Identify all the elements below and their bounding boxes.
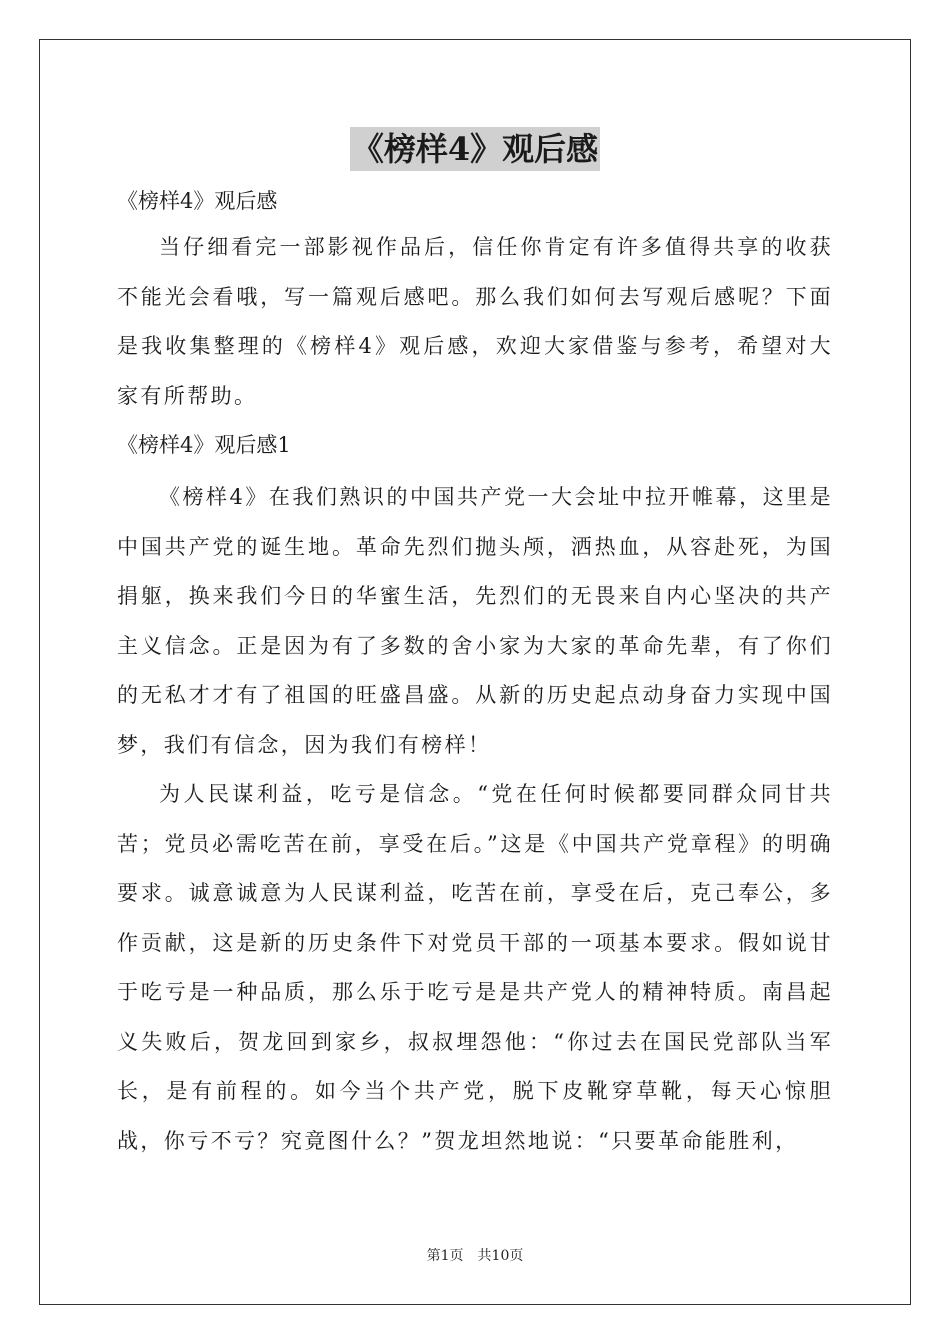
page-number: 第1页	[426, 1248, 464, 1264]
body-paragraph: 为人民谋利益，吃亏是信念。“党在任何时候都要同群众同甘共苦；党员必需吃苦在前，享受在后。”这是《中国共产党章程》的明确要求。诚意诚意为人民谋利益，吃苦在前，享受在后，克己奉公，多作贡献，这是新的历史条件下对党员干部的一项基本要求。假如说甘于吃亏是一种品质，那么乐于吃亏是是共产党人的精神特质。南昌起义失败后，贺龙回到家乡，叔叔埋怨他：“你过去在国民党部队当军长，是有前程的。如今当个共产党，脱下皮靴穿草靴，每天心惊胆战，你亏不亏？究竟图什么？”贺龙坦然地说：“只要革命能胜利，	[117, 782, 833, 1153]
intro-paragraph: 当仔细看完一部影视作品后，信任你肯定有许多值得共享的收获不能光会看哦，写一篇观后感吧。那么我们如何去写观后感呢？下面是我收集整理的《榜样4》观后感，欢迎大家借鉴与参考，希望对大家有所帮助。	[117, 235, 833, 408]
document-body	[117, 177, 833, 1166]
intro-heading: 《榜样4》观后感	[117, 189, 278, 213]
total-pages: 共10页	[477, 1248, 524, 1264]
section-heading: 《榜样4》观后感1	[117, 433, 291, 457]
title-container	[0, 127, 950, 171]
page-footer	[0, 1246, 950, 1266]
document-title: 《榜样4》观后感	[350, 127, 600, 171]
body-paragraph: 《榜样4》在我们熟识的中国共产党一大会址中拉开帷幕，这里是中国共产党的诞生地。革命先烈们抛头颅，洒热血，从容赴死，为国捐躯，换来我们今日的华蜜生活，先烈们的无畏来自内心坚决的共产主义信念。正是因为有了多数的舍小家为大家的革命先辈，有了你们的无私才才有了祖国的旺盛昌盛。从新的历史起点动身奋力实现中国梦，我们有信念，因为我们有榜样！	[117, 485, 833, 757]
